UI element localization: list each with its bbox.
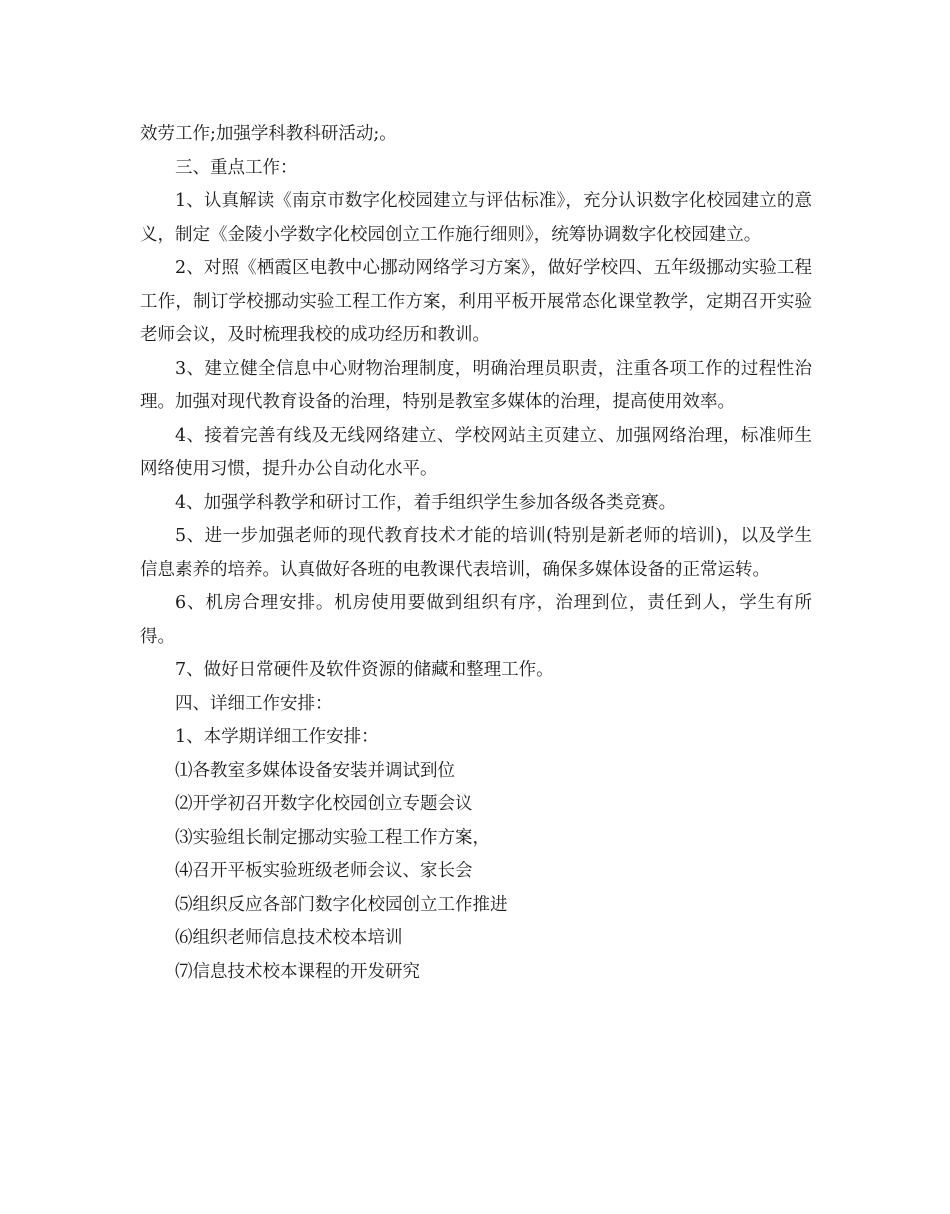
list-item: ⑺信息技术校本课程的开发研究 — [175, 961, 420, 982]
list-item: ⑶实验组长制定挪动实验工程工作方案， — [175, 827, 490, 848]
paragraph-item-4b: 4、加强学科教学和研讨工作，着手组织学生参加各级各类竞赛。 — [175, 492, 677, 513]
paragraph-item-4a: 4、接着完善有线及无线网络建立、学校网站主页建立、加强网络治理，标准师生网络使用习惯，提升办公自动化水平。 — [140, 425, 812, 479]
paragraph-item-1: 1、认真解读《南京市数字化校园建立与评估标准》，充分认识数字化校园建立的意义，制定《金陵小学数字化校园创立工作施行细则》，统筹协调数字化校园建立。 — [140, 191, 812, 245]
list-item: ⑴各教室多媒体设备安装并调试到位 — [175, 760, 455, 781]
paragraph-continuation: 效劳工作;加强学科教科研活动;。 — [140, 124, 397, 144]
paragraph-item-5: 5、进一步加强老师的现代教育技术才能的培训(特别是新老师的培训)，以及学生信息素养的培养。认真做好各班的电教课代表培训，确保多媒体设备的正常运转。 — [140, 526, 812, 580]
paragraph-item-2: 2、对照《栖霞区电教中心挪动网络学习方案》，做好学校四、五年级挪动实验工程工作，制订学校挪动实验工程工作方案，利用平板开展常态化课堂教学，定期召开实验老师会议，及时梳理我校的成功经历和教训。 — [140, 258, 812, 345]
section-heading-detailed-plan: 四、详细工作安排： — [175, 693, 333, 714]
list-item: ⑵开学初召开数字化校园创立专题会议 — [175, 794, 473, 814]
subheading-semester-plan: 1、本学期详细工作安排： — [175, 727, 379, 747]
document-body — [140, 118, 812, 989]
list-item: ⑸组织反应各部门数字化校园创立工作推进 — [175, 894, 508, 915]
list-item: ⑹组织老师信息技术校本培训 — [175, 928, 403, 948]
section-heading-key-work: 三、重点工作： — [175, 157, 298, 178]
list-item: ⑷召开平板实验班级老师会议、家长会 — [175, 861, 473, 881]
paragraph-item-7: 7、做好日常硬件及软件资源的储藏和整理工作。 — [175, 660, 554, 680]
paragraph-item-6: 6、机房合理安排。机房使用要做到组织有序，治理到位，责任到人，学生有所得。 — [140, 593, 812, 647]
paragraph-item-3: 3、建立健全信息中心财物治理制度，明确治理员职责，注重各项工作的过程性治理。加强对现代教育设备的治理，特别是教室多媒体的治理，提高使用效率。 — [140, 358, 812, 412]
